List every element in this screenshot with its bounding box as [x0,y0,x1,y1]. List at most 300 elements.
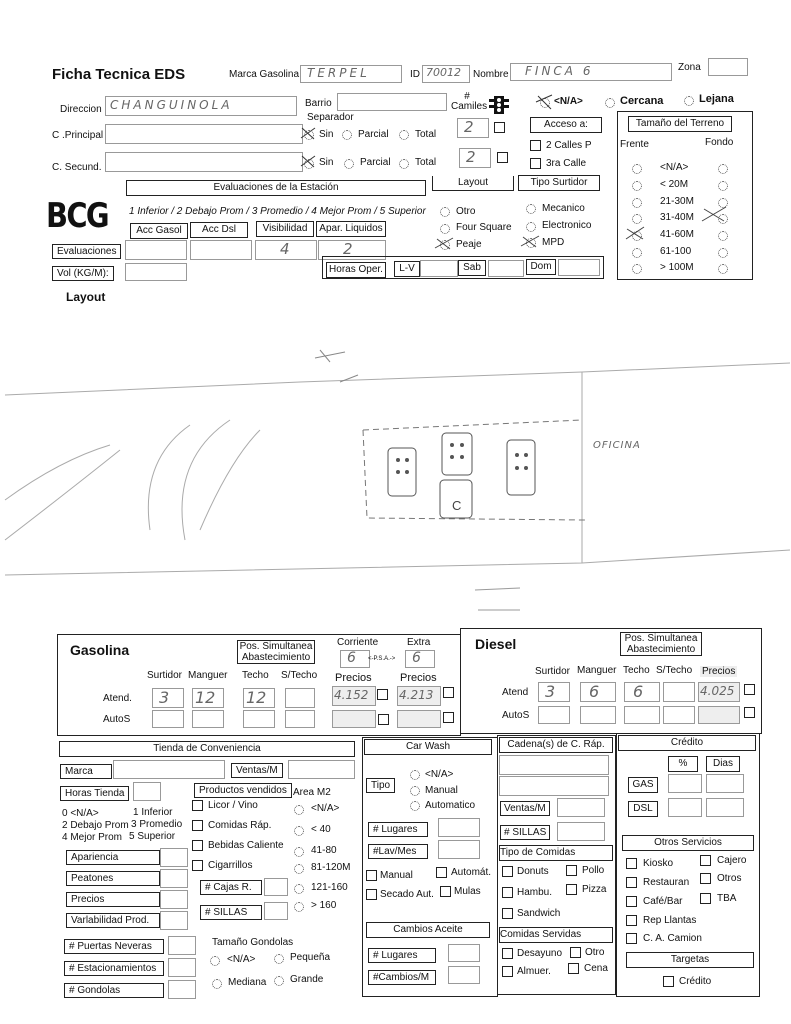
gondola-grande-radio[interactable] [274,976,284,986]
carwash-lugares-field[interactable] [438,818,480,837]
tienda-scale-3: 3 Promedio [131,819,183,830]
frente-label: Frente [620,139,649,150]
producto-label-2: Bebidas Caliente [208,840,284,851]
tienda-sillas-field[interactable] [264,902,288,920]
servida-cena-check[interactable] [568,963,579,974]
camiones-secundaria-field[interactable] [459,148,491,168]
terreno-frente-radio-5[interactable] [632,248,642,258]
gondola-pequena-radio[interactable] [274,954,284,964]
area-label-3: 81-120M [311,862,351,873]
servicio-check-0[interactable] [626,858,637,869]
direccion-field[interactable] [105,96,297,116]
barrio-field[interactable] [337,93,447,111]
servida-desayuno-check[interactable] [502,948,513,959]
eval-visibilidad-field[interactable]: 4 [255,240,317,260]
aceite-lugares-label: # Lugares [368,948,436,963]
gas-precio-extra[interactable]: 4.213 [397,686,441,706]
carwash-automat-check-label: Automát. [451,867,492,878]
carwash-secado-check[interactable] [366,889,377,900]
servicio-label-7: C. A. Camion [643,933,702,944]
check-mark-icon [624,225,646,241]
horas-dom-field[interactable] [558,259,600,276]
area-label-2: 41-80 [311,845,337,856]
gondola-na-label: <N/A> [227,954,256,965]
gas-atend-stecho[interactable] [285,688,315,708]
aceite-cambios-field[interactable] [448,966,480,984]
servida-cena-label: Cena [584,963,608,974]
direccion-label: Direccion [60,104,102,115]
servida-desayuno-label: Desayuno [517,948,563,959]
layout-four-square-radio[interactable] [440,224,450,234]
page-title: Ficha Tecnica EDS [52,66,186,83]
traffic-light-icon [488,95,510,115]
credito-dsl-dias-field[interactable] [706,798,744,817]
dsl-autos-surtidor[interactable] [538,706,570,724]
count-field-2[interactable] [168,980,196,999]
eval-col-visibilidad: Visibilidad [256,221,314,237]
c-principal-label: C .Principal [52,130,104,141]
gas-autos-manguer[interactable] [192,710,224,728]
sep2-parcial-radio[interactable] [344,159,354,169]
servicio-check-1[interactable] [700,855,711,866]
layout-otro-label: Otro [456,206,476,217]
gas-autos-techo[interactable] [243,710,275,728]
surtidor-header: Tipo Surtidor [518,175,600,191]
servicio-label-0: Kiosko [643,858,674,869]
cadena-name-field-2[interactable] [499,776,609,796]
servicio-check-5[interactable] [700,893,711,904]
area-radio-2[interactable] [294,847,304,857]
cajas-field[interactable] [264,878,288,896]
layout-otro-radio[interactable] [440,207,450,217]
servicio-label-1: Cajero [717,855,747,866]
eval-col-acc-dsl: Acc Dsl [190,222,248,238]
terreno-fondo-radio-4[interactable] [718,231,728,241]
credito-header: Crédito [618,735,756,751]
comidas-servidas-header: Comidas Servidas [499,927,613,943]
check-mark-icon [434,236,454,250]
servicio-check-4[interactable] [626,896,637,907]
bcg-logo: BCG [46,196,108,236]
otros-servicios-header: Otros Servicios [622,835,754,851]
sep1-parcial-label: Parcial [358,129,389,140]
producto-label-0: Licor / Vino [208,800,258,811]
dsl-precio-check[interactable] [744,684,755,695]
area-radio-5[interactable] [294,902,304,912]
servicio-label-6: Rep Llantas [643,915,697,926]
producto-check-3[interactable] [192,860,203,871]
carwash-lavmes-label: #Lav/Mes [368,844,428,859]
gas-precio-extra-check[interactable] [443,687,454,698]
dsl-col-surtidor: Surtidor [535,666,571,677]
carwash-mulas-check-label: Mulas [454,886,481,897]
gas-col-techo: Techo [242,670,269,681]
comida-donuts-label: Donuts [517,866,549,877]
evaluaciones-scale: 1 Inferior / 2 Debajo Prom / 3 Promedio / 4 Mejor Prom / 5 Superior [129,206,426,217]
tienda-ventas-field[interactable] [288,760,355,779]
area-radio-3[interactable] [294,864,304,874]
calles-checkbox[interactable] [530,140,541,151]
dsl-autos-techo[interactable] [624,706,660,724]
horas-dom-label: Dom [526,259,556,275]
terreno-fondo-radio-1[interactable] [718,181,728,191]
nombre-value: FINCA 6 [525,64,594,78]
aceite-header: Cambios Aceite [366,922,490,938]
acceso-header: Acceso a: [530,117,602,133]
carwash-header: Car Wash [364,739,492,755]
tienda-marca-field[interactable] [113,760,225,779]
marca-label: Marca Gasolina [229,69,300,80]
gas-autos-surtidor[interactable] [152,710,184,728]
horas-sab-field[interactable] [488,260,524,277]
dsl-atend-manguer[interactable]: 6 [580,682,616,702]
comida-sandwich-label: Sandwich [517,908,561,919]
surtidor-electronico-radio[interactable] [526,222,536,232]
gas-autos-extra-check[interactable] [443,712,454,723]
horas-tienda-label: Horas Tienda [60,786,129,801]
sep1-total-label: Total [415,129,437,140]
gas-atend-techo[interactable]: 12 [243,688,275,708]
terreno-option-5: 61-100 [660,246,692,257]
servicio-label-2: Restauran [643,877,690,888]
carwash-tipo-label: Tipo [366,778,395,793]
tienda-marca-label: Marca [60,764,112,779]
targetas-header: Targetas [626,952,754,968]
nombre-field[interactable] [510,63,672,81]
cercana-label: Cercana [620,95,664,107]
separador-label: Separador [307,112,354,123]
terreno-fondo-radio-5[interactable] [718,248,728,258]
camiones-secundaria-value: 2 [466,148,476,166]
gas-autos-corriente-check[interactable] [378,714,389,725]
area-label-5: > 160 [311,900,337,911]
diesel-title: Diesel [475,636,517,652]
tienda-header: Tienda de Conveniencia [59,741,355,757]
comida-hambu-check[interactable] [502,887,513,898]
terreno-fondo-radio-0[interactable] [718,164,728,174]
sep2-sin-label: Sin [319,157,334,168]
tienda-scale-5: 5 Superior [129,831,176,842]
servicio-check-6[interactable] [626,915,637,926]
dsl-col-precios: Precios [702,666,736,677]
eval-col-apar-liquidos: Apar. Liquidos [316,221,386,237]
terreno-option-6: > 100M [660,262,694,273]
gas-atend-surtidor[interactable]: 3 [152,688,184,708]
carwash-na-label: <N/A> [425,769,454,780]
camiones-secundaria-checkbox[interactable] [497,152,508,163]
sep1-sin-radio[interactable] [304,130,314,140]
carwash-automatico-radio[interactable] [410,801,420,811]
c-principal-field[interactable] [105,124,303,144]
sep1-sin-label: Sin [319,129,334,140]
count-field-1[interactable] [168,958,196,977]
nombre-label: Nombre [473,69,509,80]
gas-precio-corriente[interactable]: 4.152 [332,686,376,706]
dsl-autos-check[interactable] [744,707,755,718]
producto-label-3: Cigarrillos [208,860,253,871]
surtidor-electronico-label: Electronico [542,220,592,231]
check-mark-icon [520,234,540,248]
area-radio-4[interactable] [294,884,304,894]
terreno-frente-radio-0[interactable] [632,164,642,174]
cadena-ventas-label: Ventas/M [500,801,550,816]
servida-otro-check[interactable] [570,947,581,958]
fondo-label: Fondo [705,137,734,148]
gas-col-surtidor: Surtidor [147,670,183,681]
productos-label: Productos vendidos [194,783,292,798]
cadena-sillas-field[interactable] [557,822,605,841]
surtidor-mecanico-radio[interactable] [526,204,536,214]
check-mark-icon [700,205,728,223]
credito-dsl-pct-field[interactable] [668,798,702,817]
gas-precio-corriente-check[interactable] [377,689,388,700]
servicio-check-2[interactable] [626,877,637,888]
tienda-scale-2: 2 Debajo Prom [62,820,129,831]
comida-pollo-label: Pollo [582,865,605,876]
horas-lv-field[interactable] [420,260,458,277]
attr-label-0: Apariencia [66,850,160,865]
terreno-header: Tamaño del Terreno [628,116,732,132]
producto-label-1: Comidas Ráp. [208,820,272,831]
direccion-value: CHANGUINOLA [110,98,233,112]
cercana-radio[interactable] [605,98,615,108]
tercera-calle-label: 3ra Calle [546,158,587,169]
sep1-parcial-radio[interactable] [342,130,352,140]
terreno-frente-radio-1[interactable] [632,181,642,191]
tienda-scale-1: 1 Inferior [133,807,173,818]
terreno-option-1: < 20M [660,179,689,190]
gas-autos-stecho[interactable] [285,710,315,728]
terreno-fondo-radio-6[interactable] [718,264,728,274]
cadena-header: Cadena(s) de C. Ráp. [499,737,613,753]
layout-four-square-label: Four Square [456,222,512,233]
gasolina-title: Gasolina [70,642,130,658]
attr-label-2: Precios [66,892,160,907]
c-secund-label: C. Secund. [52,162,102,173]
gondola-mediana-radio[interactable] [212,979,222,989]
distance-na-label: <N/A> [554,96,583,107]
surtidor-mecanico-label: Mecanico [542,203,585,214]
servida-otro-label: Otro [585,947,605,958]
producto-check-1[interactable] [192,820,203,831]
marca-field[interactable] [300,65,402,83]
vol-field[interactable] [125,263,187,281]
carwash-automat-check[interactable] [436,867,447,878]
gondola-pequena-label: Pequeña [290,952,331,963]
eval-acc-dsl-field[interactable] [190,240,252,260]
area-label: Area M2 [293,787,331,798]
comida-pizza-check[interactable] [566,884,577,895]
area-radio-1[interactable] [294,826,304,836]
dsl-atend-label: Atend [502,687,529,698]
carwash-na-radio[interactable] [410,770,420,780]
camiones-principal-value: 2 [464,118,474,136]
lejana-radio[interactable] [684,96,694,106]
dsl-col-stecho: S/Techo [656,665,693,676]
horas-tienda-field[interactable] [133,782,161,801]
horas-label: Horas Oper. [326,262,386,278]
producto-check-0[interactable] [192,800,203,811]
producto-check-2[interactable] [192,840,203,851]
gas-autos-precio-corriente[interactable] [332,710,376,728]
carwash-lugares-label: # Lugares [368,822,428,837]
evaluaciones-label: Evaluaciones [52,244,121,259]
terreno-frente-radio-2[interactable] [632,198,642,208]
sketch-c-label: C [452,498,462,513]
attr-label-3: Varlabilidad Prod. [66,913,160,928]
tipo-comidas-header: Tipo de Comidas [499,845,613,861]
comida-pollo-check[interactable] [566,865,577,876]
psa-label: <-P.S.A.-> [368,656,396,662]
gas-atend-label: Atend. [103,693,132,704]
barrio-label: Barrio [305,98,332,109]
area-label-4: 121-160 [311,882,348,893]
servicio-label-3: Otros [717,873,742,884]
calles-label: 2 Calles P [546,140,592,151]
carwash-mulas-check[interactable] [440,886,451,897]
sep2-parcial-label: Parcial [360,157,391,168]
targeta-credito-check[interactable] [663,976,674,987]
gondola-na-radio[interactable] [210,956,220,966]
cadena-ventas-field[interactable] [557,798,605,817]
count-label-0: # Puertas Neveras [64,939,164,954]
dsl-atend-stecho[interactable] [663,682,695,702]
dsl-autos-label: AutoS [502,710,530,721]
sep2-total-radio[interactable] [399,159,409,169]
carwash-manual-check[interactable] [366,870,377,881]
diesel-pos-header: Pos. Simultanea Abastecimiento [620,632,702,656]
terreno-option-4: 41-60M [660,229,694,240]
extra-label: Extra [407,637,431,648]
comida-hambu-label: Hambu. [517,887,553,898]
credito-gas-label: GAS [628,777,658,793]
cadena-name-field-1[interactable] [499,755,609,775]
sep2-total-label: Total [415,157,437,168]
dsl-atend-surtidor[interactable]: 3 [538,682,570,702]
carwash-manual-check-label: Manual [380,870,413,881]
attr-field-0[interactable] [160,848,188,867]
credito-dsl-label: DSL [628,801,658,817]
dsl-autos-stecho[interactable] [663,706,695,724]
dsl-precio[interactable]: 4.025 [698,682,740,702]
c-secund-field[interactable] [105,152,303,172]
gas-autos-precio-extra[interactable] [397,710,441,728]
servicio-label-4: Café/Bar [643,896,683,907]
tercera-calle-checkbox[interactable] [530,158,541,169]
credito-gas-dias-field[interactable] [706,774,744,793]
carwash-secado-check-label: Secado Aut. [380,889,434,900]
sep1-total-radio[interactable] [399,130,409,140]
attr-label-1: Peatones [66,871,160,886]
corriente-psa-field[interactable]: 6 [340,650,370,668]
id-field[interactable] [422,65,470,83]
zona-label: Zona [678,62,701,73]
carwash-manual-radio[interactable] [410,786,420,796]
extra-psa-field[interactable]: 6 [405,650,435,668]
aceite-cambios-label: #Cambios/M [368,970,436,985]
servicio-check-3[interactable] [700,873,711,884]
gasolina-pos-header: Pos. Simultanea Abastecimiento [237,640,315,664]
comida-sandwich-check[interactable] [502,908,513,919]
layout-header: Layout [432,176,514,191]
vol-label: Vol (KG/M): [52,266,114,281]
gas-atend-manguer[interactable]: 12 [192,688,224,708]
tienda-scale-4: 4 Mejor Prom [62,832,123,843]
comida-donuts-check[interactable] [502,866,513,877]
dsl-autos-manguer[interactable] [580,706,616,724]
area-radio-0[interactable] [294,805,304,815]
id-label: ID [410,69,420,80]
terreno-frente-radio-6[interactable] [632,264,642,274]
evaluaciones-header: Evaluaciones de la Estación [126,180,426,196]
gondola-mediana-label: Mediana [228,977,267,988]
camiones-principal-field[interactable] [457,118,489,138]
area-label-1: < 40 [311,824,331,835]
attr-field-3[interactable] [160,911,188,930]
servida-almuer-check[interactable] [502,966,513,977]
count-label-1: # Estacionamientos [64,961,164,976]
area-label-0: <N/A> [311,803,340,814]
attr-field-1[interactable] [160,869,188,888]
count-label-2: # Gondolas [64,983,164,998]
gas-precios-corriente-label: Precios [335,672,372,684]
attr-field-2[interactable] [160,890,188,909]
tienda-scale-0: 0 <N/A> [62,808,99,819]
carwash-lavmes-field[interactable] [438,840,480,859]
corriente-label: Corriente [337,637,379,648]
gas-col-stecho: S/Techo [281,670,318,681]
terreno-option-0: <N/A> [660,162,689,173]
carwash-manual-label: Manual [425,785,458,796]
servicio-label-5: TBA [717,893,737,904]
terreno-option-3: 31-40M [660,212,694,223]
eval-acc-gasol-field[interactable] [125,240,187,260]
layout-sketch [0,300,791,630]
eval-col-acc-gasol: Acc Gasol [130,223,188,239]
gondolas-size-label: Tamaño Gondolas [212,937,294,948]
comida-pizza-label: Pizza [582,884,607,895]
dsl-atend-techo[interactable]: 6 [624,682,660,702]
credito-gas-pct-field[interactable] [668,774,702,793]
sep2-sin-radio[interactable] [304,159,314,169]
id-value: 70012 [426,66,461,79]
marca-value: TERPEL [307,66,370,80]
check-mark-icon [535,93,553,111]
eval-apar-liquidos-field[interactable]: 2 [318,240,386,260]
camiones-principal-checkbox[interactable] [494,122,505,133]
zona-field[interactable] [708,58,748,76]
horas-lv-label: L-V [394,261,420,277]
carwash-automatico-label: Automatico [425,800,476,811]
terreno-option-2: 21-30M [660,196,694,207]
cadena-sillas-label: # SILLAS [500,825,550,840]
layout-title: Layout [66,290,106,304]
aceite-lugares-field[interactable] [448,944,480,962]
gas-autos-label: AutoS [103,714,131,725]
camiones-label: # Camiles [451,91,488,112]
horas-sab-label: Sab [458,260,486,276]
tienda-ventas-label: Ventas/M [231,763,283,778]
terreno-frente-radio-3[interactable] [632,214,642,224]
servicio-check-7[interactable] [626,933,637,944]
count-field-0[interactable] [168,936,196,955]
dsl-autos-precio[interactable] [698,706,740,724]
servida-almuer-label: Almuer. [517,966,551,977]
gas-precios-extra-label: Precios [400,672,437,684]
cajas-label: # Cajas R. [200,880,262,895]
targeta-credito-label: Crédito [679,976,712,987]
credito-dias-label: Dias [706,756,740,772]
